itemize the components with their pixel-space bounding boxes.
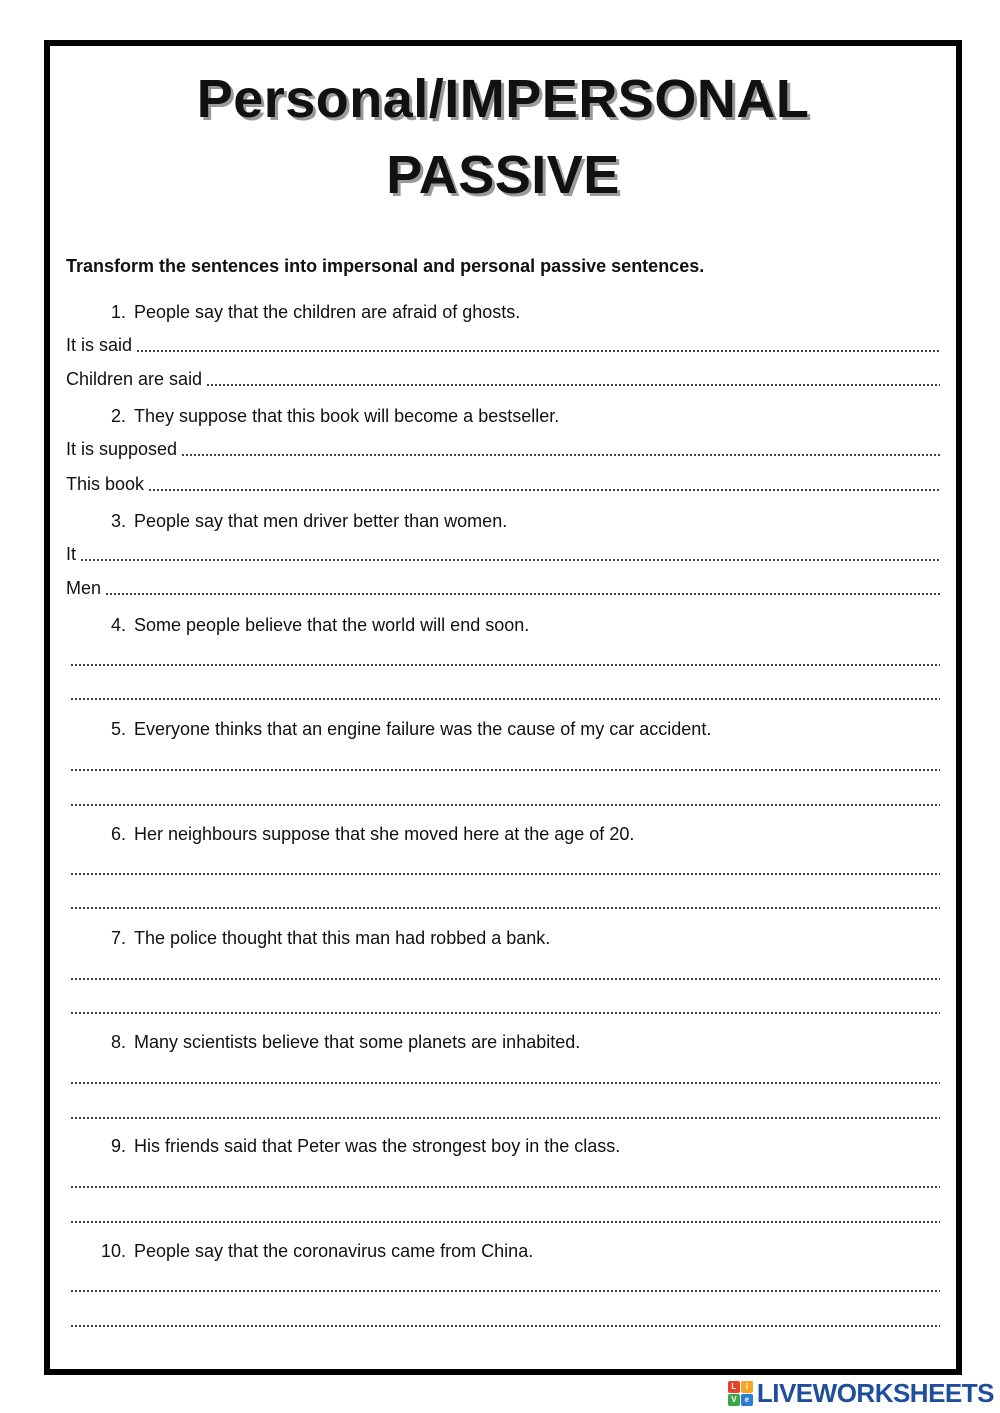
question-2 bbox=[96, 406, 559, 427]
question-number: 1. bbox=[110, 302, 126, 322]
dotted-line bbox=[70, 804, 940, 806]
answer-prompt: This book bbox=[66, 474, 145, 494]
question-number: 7. bbox=[110, 928, 126, 948]
dotted-line bbox=[70, 978, 940, 980]
question-number: 4. bbox=[110, 615, 126, 635]
answer-line[interactable] bbox=[66, 541, 940, 565]
logo-block-letter: L bbox=[728, 1381, 740, 1393]
worksheet-title-line1: Personal/IMPERSONAL bbox=[196, 69, 810, 129]
question-number: 2. bbox=[110, 406, 126, 426]
question-number: 10. bbox=[100, 1241, 126, 1261]
question-number: 9. bbox=[110, 1136, 126, 1156]
dotted-line bbox=[70, 1082, 940, 1084]
question-text: Her neighbours suppose that she moved here at the age of 20. bbox=[134, 824, 635, 844]
question-9 bbox=[96, 1136, 620, 1157]
question-number: 6. bbox=[110, 824, 126, 844]
question-6 bbox=[96, 824, 634, 845]
question-4 bbox=[96, 615, 529, 636]
answer-line[interactable] bbox=[66, 786, 940, 810]
question-text: People say that the children are afraid of ghosts. bbox=[134, 302, 521, 322]
question-text: His friends said that Peter was the strongest boy in the class. bbox=[134, 1136, 621, 1156]
worksheet-title-line2: PASSIVE bbox=[386, 145, 620, 205]
dotted-line bbox=[80, 559, 940, 561]
question-8 bbox=[96, 1032, 580, 1053]
question-5 bbox=[96, 719, 711, 740]
question-3 bbox=[96, 511, 507, 532]
dotted-line bbox=[136, 350, 940, 352]
question-text: Many scientists believe that some planets are inhabited. bbox=[134, 1032, 581, 1052]
dotted-line bbox=[70, 698, 940, 700]
question-7 bbox=[96, 928, 550, 949]
answer-line[interactable] bbox=[66, 575, 940, 599]
answer-line[interactable] bbox=[66, 960, 940, 984]
dotted-line bbox=[70, 664, 940, 666]
question-10 bbox=[96, 1241, 533, 1262]
logo-block-letter: V bbox=[728, 1394, 740, 1406]
answer-line[interactable] bbox=[66, 889, 940, 913]
dotted-line bbox=[70, 1221, 940, 1223]
liveworksheets-logo bbox=[728, 1378, 994, 1408]
question-number: 3. bbox=[110, 511, 126, 531]
answer-line[interactable] bbox=[66, 646, 940, 670]
answer-line[interactable] bbox=[66, 751, 940, 775]
answer-prompt: Men bbox=[66, 578, 102, 598]
dotted-line bbox=[70, 1117, 940, 1119]
answer-line[interactable] bbox=[66, 332, 940, 356]
answer-line[interactable] bbox=[66, 1099, 940, 1123]
question-text: People say that the coronavirus came from China. bbox=[134, 1241, 534, 1261]
logo-block-letter: e bbox=[741, 1394, 753, 1406]
dotted-line bbox=[70, 1290, 940, 1292]
dotted-line bbox=[70, 769, 940, 771]
answer-line[interactable] bbox=[66, 855, 940, 879]
answer-line[interactable] bbox=[66, 994, 940, 1018]
dotted-line bbox=[70, 1186, 940, 1188]
question-text: Everyone thinks that an engine failure was the cause of my car accident. bbox=[134, 719, 712, 739]
logo-text: LIVEWORKSHEETS bbox=[756, 1377, 994, 1408]
dotted-line bbox=[206, 384, 940, 386]
answer-prompt: It is said bbox=[66, 335, 133, 355]
answer-line[interactable] bbox=[66, 366, 940, 390]
dotted-line bbox=[70, 1325, 940, 1327]
dotted-line bbox=[70, 907, 940, 909]
logo-blocks-icon bbox=[728, 1381, 753, 1406]
dotted-line bbox=[148, 489, 940, 491]
answer-prompt: It is supposed bbox=[66, 439, 178, 459]
answer-line[interactable] bbox=[66, 1272, 940, 1296]
answer-line[interactable] bbox=[66, 1307, 940, 1331]
dotted-line bbox=[105, 593, 940, 595]
answer-line[interactable] bbox=[66, 436, 940, 460]
instruction-text: Transform the sentences into impersonal and personal passive sentences. bbox=[66, 256, 705, 276]
answer-line[interactable] bbox=[66, 1203, 940, 1227]
dotted-line bbox=[70, 873, 940, 875]
question-text: They suppose that this book will become a bestseller. bbox=[134, 406, 560, 426]
answer-prompt: It bbox=[66, 544, 77, 564]
dotted-line bbox=[181, 454, 940, 456]
worksheet-frame bbox=[44, 40, 962, 1375]
answer-line[interactable] bbox=[66, 1168, 940, 1192]
question-number: 5. bbox=[110, 719, 126, 739]
dotted-line bbox=[70, 1012, 940, 1014]
question-text: The police thought that this man had robbed a bank. bbox=[134, 928, 551, 948]
answer-line[interactable] bbox=[66, 471, 940, 495]
question-1 bbox=[96, 302, 520, 323]
answer-prompt: Children are said bbox=[66, 369, 203, 389]
answer-line[interactable] bbox=[66, 680, 940, 704]
question-number: 8. bbox=[110, 1032, 126, 1052]
answer-line[interactable] bbox=[66, 1064, 940, 1088]
question-text: People say that men driver better than women. bbox=[134, 511, 508, 531]
question-text: Some people believe that the world will end soon. bbox=[134, 615, 530, 635]
logo-block-letter: i bbox=[741, 1381, 753, 1393]
